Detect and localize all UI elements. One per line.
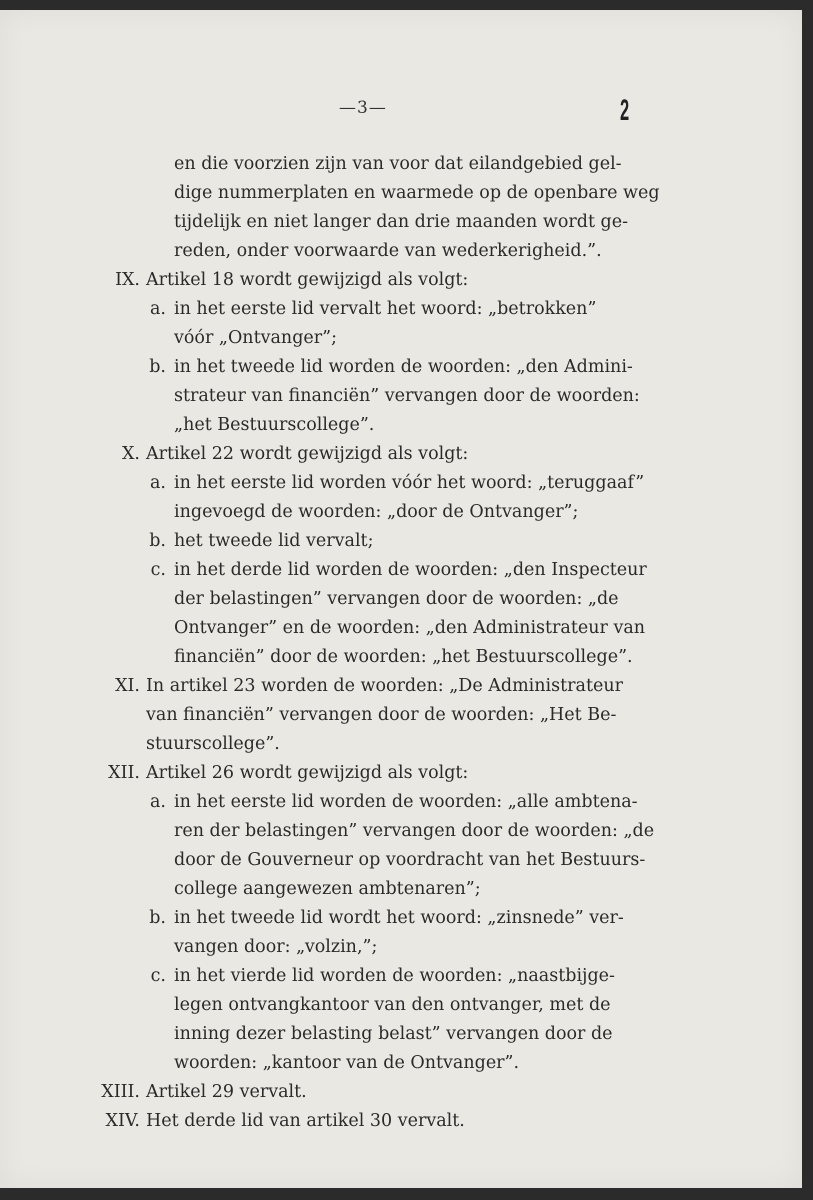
- enumeration-label: c.: [150, 560, 166, 580]
- text-line: ren der belastingen” vervangen door de woorden: „de: [174, 821, 655, 841]
- section-heading: [0, 266, 802, 295]
- text-line: in het eerste lid worden vóór het woord: „teruggaaf”: [174, 473, 645, 493]
- item-line: [0, 498, 802, 527]
- section-heading: [0, 440, 802, 469]
- section-line: [0, 1107, 802, 1136]
- enumeration-label: b.: [149, 531, 166, 551]
- item-line: [0, 556, 802, 585]
- text-line: financiën” door de woorden: „het Bestuurscollege”.: [174, 647, 633, 667]
- enumeration-label: XII.: [108, 763, 140, 783]
- intro-line: [0, 150, 802, 179]
- enumeration-label: XI.: [115, 676, 140, 696]
- text-line: in het eerste lid worden de woorden: „alle ambtena-: [174, 792, 638, 812]
- text-line: tijdelijk en niet langer dan drie maanden wordt ge-: [174, 212, 629, 232]
- section-heading: [0, 759, 802, 788]
- item-line: [0, 817, 802, 846]
- text-line: van financiën” vervangen door de woorden: „Het Be-: [146, 705, 617, 725]
- text-line: in het eerste lid vervalt het woord: „betrokken”: [174, 299, 597, 319]
- page-number: —3—: [339, 98, 387, 118]
- text-line: in het vierde lid worden de woorden: „naastbijge-: [174, 966, 615, 986]
- item-line: [0, 933, 802, 962]
- text-line: door de Gouverneur op voordracht van het Bestuurs-: [174, 850, 646, 870]
- text-line: het tweede lid vervalt;: [174, 531, 374, 551]
- text-line: Artikel 26 wordt gewijzigd als volgt:: [146, 763, 469, 783]
- enumeration-label: X.: [121, 444, 140, 464]
- text-line: dige nummerplaten en waarmede op de openbare weg: [174, 183, 660, 203]
- text-line: woorden: „kantoor van de Ontvanger”.: [174, 1053, 520, 1073]
- item-line: [0, 324, 802, 353]
- text-line: Het derde lid van artikel 30 vervalt.: [146, 1111, 465, 1131]
- text-line: „het Bestuurscollege”.: [174, 415, 375, 435]
- section-line: [0, 701, 802, 730]
- text-line: reden, onder voorwaarde van wederkerigheid.”.: [174, 241, 602, 261]
- item-line: [0, 295, 802, 324]
- intro-line: [0, 237, 802, 266]
- text-line: Artikel 22 wordt gewijzigd als volgt:: [146, 444, 469, 464]
- text-line: college aangewezen ambtenaren”;: [174, 879, 481, 899]
- item-line: [0, 411, 802, 440]
- item-line: [0, 353, 802, 382]
- item-line: [0, 643, 802, 672]
- section-line: [0, 1078, 802, 1107]
- section-line: [0, 730, 802, 759]
- item-line: [0, 527, 802, 556]
- text-line: Ontvanger” en de woorden: „den Administrateur van: [174, 618, 646, 638]
- enumeration-label: b.: [149, 908, 166, 928]
- enumeration-label: a.: [150, 792, 166, 812]
- item-line: [0, 788, 802, 817]
- text-line: in het tweede lid wordt het woord: „zinsnede” ver-: [174, 908, 624, 928]
- text-line: der belastingen” vervangen door de woorden: „de: [174, 589, 619, 609]
- text-line: vangen door: „volzin,”;: [174, 937, 378, 957]
- text-line: legen ontvangkantoor van den ontvanger, met de: [174, 995, 611, 1015]
- text-line: Artikel 29 vervalt.: [146, 1082, 307, 1102]
- enumeration-label: XIII.: [101, 1082, 140, 1102]
- intro-line: [0, 208, 802, 237]
- text-line: In artikel 23 worden de woorden: „De Administrateur: [146, 676, 623, 696]
- item-line: [0, 875, 802, 904]
- item-line: [0, 1049, 802, 1078]
- text-line: ingevoegd de woorden: „door de Ontvanger”;: [174, 502, 579, 522]
- sheet-number-stamp: 2: [620, 94, 630, 127]
- enumeration-label: b.: [149, 357, 166, 377]
- item-line: [0, 962, 802, 991]
- item-line: [0, 846, 802, 875]
- text-line: en die voorzien zijn van voor dat eilandgebied gel-: [174, 154, 622, 174]
- item-line: [0, 991, 802, 1020]
- text-line: Artikel 18 wordt gewijzigd als volgt:: [146, 270, 469, 290]
- enumeration-label: XIV.: [105, 1111, 140, 1131]
- item-line: [0, 1020, 802, 1049]
- item-line: [0, 614, 802, 643]
- item-line: [0, 904, 802, 933]
- item-line: [0, 585, 802, 614]
- text-line: in het derde lid worden de woorden: „den Inspecteur: [174, 560, 647, 580]
- section-line: [0, 672, 802, 701]
- enumeration-label: a.: [150, 473, 166, 493]
- text-line: vóór „Ontvanger”;: [174, 328, 337, 348]
- item-line: [0, 382, 802, 411]
- document-body: [0, 150, 802, 1136]
- text-line: in het tweede lid worden de woorden: „den Admini-: [174, 357, 633, 377]
- enumeration-label: a.: [150, 299, 166, 319]
- document-page: [0, 10, 802, 1188]
- enumeration-label: IX.: [115, 270, 140, 290]
- intro-line: [0, 179, 802, 208]
- text-line: strateur van financiën” vervangen door de woorden:: [174, 386, 640, 406]
- item-line: [0, 469, 802, 498]
- enumeration-label: c.: [150, 966, 166, 986]
- text-line: stuurscollege”.: [146, 734, 280, 754]
- text-line: inning dezer belasting belast” vervangen door de: [174, 1024, 613, 1044]
